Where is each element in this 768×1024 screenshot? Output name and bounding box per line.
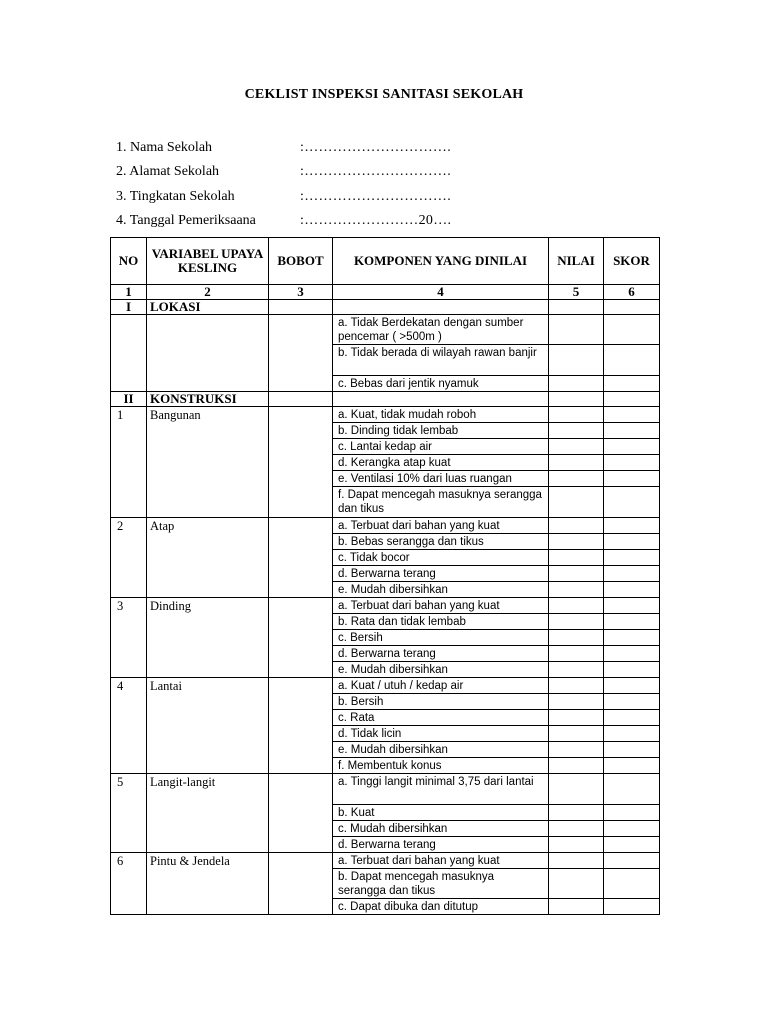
column-number: 1 bbox=[111, 285, 147, 300]
weight-cell bbox=[269, 598, 333, 678]
group-number: 4 bbox=[111, 678, 147, 774]
component-item: c. Bersih bbox=[333, 630, 549, 646]
document-title: CEKLIST INSPEKSI SANITASI SEKOLAH bbox=[244, 87, 524, 102]
component-item: c. Tidak bocor bbox=[333, 550, 549, 566]
value-input-cell bbox=[549, 678, 604, 694]
weight-cell bbox=[269, 853, 333, 915]
value-input-cell bbox=[549, 758, 604, 774]
group-number: 1 bbox=[111, 407, 147, 518]
component-item: a. Kuat / utuh / kedap air bbox=[333, 678, 549, 694]
value-input-cell bbox=[549, 487, 604, 518]
value-input-cell bbox=[549, 566, 604, 582]
field-label: 4. Tanggal Pemeriksaana bbox=[116, 213, 256, 228]
score-input-cell bbox=[604, 598, 660, 614]
group-name: Langit-langit bbox=[147, 774, 269, 853]
group-name bbox=[147, 315, 269, 392]
component-item: b. Rata dan tidak lembab bbox=[333, 614, 549, 630]
component-item: b. Bersih bbox=[333, 694, 549, 710]
value-input-cell bbox=[549, 805, 604, 821]
header-variable: VARIABEL UPAYA KESLING bbox=[147, 238, 269, 285]
header-value: NILAI bbox=[549, 238, 604, 285]
component-item: d. Berwarna terang bbox=[333, 646, 549, 662]
component-item: c. Dapat dibuka dan ditutup bbox=[333, 899, 549, 915]
score-input-cell bbox=[604, 566, 660, 582]
component-item: a. Tidak Berdekatan dengan sumber pencemar ( >500m ) bbox=[333, 315, 549, 345]
table-row bbox=[111, 774, 660, 805]
component-item: a. Terbuat dari bahan yang kuat bbox=[333, 598, 549, 614]
value-input-cell bbox=[549, 534, 604, 550]
section-number: II bbox=[111, 392, 147, 407]
value-input-cell bbox=[549, 774, 604, 805]
component-item: c. Lantai kedap air bbox=[333, 439, 549, 455]
group-number: 2 bbox=[111, 518, 147, 598]
score-input-cell bbox=[604, 869, 660, 899]
component-item: c. Bebas dari jentik nyamuk bbox=[333, 376, 549, 392]
weight-cell bbox=[269, 315, 333, 392]
group-name: Bangunan bbox=[147, 407, 269, 518]
table-row bbox=[111, 678, 660, 694]
group-number bbox=[111, 315, 147, 392]
header-score: SKOR bbox=[604, 238, 660, 285]
score-input-cell bbox=[604, 550, 660, 566]
value-input-cell bbox=[549, 694, 604, 710]
inspection-checklist-table bbox=[110, 237, 660, 915]
header-component: KOMPONEN YANG DINILAI bbox=[333, 238, 549, 285]
weight-cell bbox=[269, 518, 333, 598]
component-item: d. Tidak licin bbox=[333, 726, 549, 742]
group-name: Pintu & Jendela bbox=[147, 853, 269, 915]
score-input-cell bbox=[604, 487, 660, 518]
component-item: c. Mudah dibersihkan bbox=[333, 821, 549, 837]
component-item: a. Terbuat dari bahan yang kuat bbox=[333, 518, 549, 534]
group-number: 3 bbox=[111, 598, 147, 678]
field-value: :……………………20…. bbox=[300, 213, 452, 228]
score-input-cell bbox=[604, 471, 660, 487]
score-input-cell bbox=[604, 899, 660, 915]
component-item: e. Ventilasi 10% dari luas ruangan bbox=[333, 471, 549, 487]
value-input-cell bbox=[549, 899, 604, 915]
component-item: f. Dapat mencegah masuknya serangga dan tikus bbox=[333, 487, 549, 518]
value-input-cell bbox=[549, 821, 604, 837]
value-input-cell bbox=[549, 582, 604, 598]
component-item: f. Membentuk konus bbox=[333, 758, 549, 774]
score-input-cell bbox=[604, 582, 660, 598]
column-number: 6 bbox=[604, 285, 660, 300]
value-input-cell bbox=[549, 439, 604, 455]
value-input-cell bbox=[549, 471, 604, 487]
component-item: a. Tinggi langit minimal 3,75 dari lantai bbox=[333, 774, 549, 805]
value-input-cell bbox=[549, 710, 604, 726]
score-input-cell bbox=[604, 662, 660, 678]
value-input-cell bbox=[549, 837, 604, 853]
component-item: a. Terbuat dari bahan yang kuat bbox=[333, 853, 549, 869]
value-input-cell bbox=[549, 423, 604, 439]
score-input-cell bbox=[604, 315, 660, 345]
score-input-cell bbox=[604, 345, 660, 376]
section-row bbox=[111, 392, 660, 407]
table-header-row bbox=[111, 238, 660, 285]
score-input-cell bbox=[604, 821, 660, 837]
header-no: NO bbox=[111, 238, 147, 285]
score-input-cell bbox=[604, 455, 660, 471]
component-item: b. Bebas serangga dan tikus bbox=[333, 534, 549, 550]
score-input-cell bbox=[604, 678, 660, 694]
empty-cell bbox=[549, 392, 604, 407]
score-input-cell bbox=[604, 742, 660, 758]
field-label: 1. Nama Sekolah bbox=[116, 140, 213, 155]
score-input-cell bbox=[604, 726, 660, 742]
value-input-cell bbox=[549, 550, 604, 566]
score-input-cell bbox=[604, 534, 660, 550]
section-name: KONSTRUKSI bbox=[147, 392, 269, 407]
component-item: d. Berwarna terang bbox=[333, 837, 549, 853]
table-row bbox=[111, 315, 660, 345]
checklist-body bbox=[111, 300, 660, 915]
empty-cell bbox=[604, 392, 660, 407]
header-weight: BOBOT bbox=[269, 238, 333, 285]
value-input-cell bbox=[549, 742, 604, 758]
weight-cell bbox=[269, 678, 333, 774]
score-input-cell bbox=[604, 710, 660, 726]
table-row bbox=[111, 518, 660, 534]
score-input-cell bbox=[604, 774, 660, 805]
component-item: b. Tidak berada di wilayah rawan banjir bbox=[333, 345, 549, 376]
score-input-cell bbox=[604, 694, 660, 710]
value-input-cell bbox=[549, 646, 604, 662]
component-item: a. Kuat, tidak mudah roboh bbox=[333, 407, 549, 423]
empty-cell bbox=[604, 300, 660, 315]
section-name: LOKASI bbox=[147, 300, 269, 315]
section-number: I bbox=[111, 300, 147, 315]
score-input-cell bbox=[604, 439, 660, 455]
value-input-cell bbox=[549, 853, 604, 869]
component-item: b. Kuat bbox=[333, 805, 549, 821]
group-number: 6 bbox=[111, 853, 147, 915]
empty-cell bbox=[269, 300, 333, 315]
score-input-cell bbox=[604, 518, 660, 534]
table-row bbox=[111, 598, 660, 614]
field-label: 3. Tingkatan Sekolah bbox=[116, 189, 235, 204]
score-input-cell bbox=[604, 837, 660, 853]
score-input-cell bbox=[604, 646, 660, 662]
value-input-cell bbox=[549, 315, 604, 345]
group-name: Atap bbox=[147, 518, 269, 598]
component-item: b. Dinding tidak lembab bbox=[333, 423, 549, 439]
value-input-cell bbox=[549, 662, 604, 678]
field-value: :…………………………. bbox=[300, 189, 451, 204]
table-row bbox=[111, 853, 660, 869]
column-number-row bbox=[111, 285, 660, 300]
section-row bbox=[111, 300, 660, 315]
column-number: 4 bbox=[333, 285, 549, 300]
component-item: b. Dapat mencegah masuknya serangga dan tikus bbox=[333, 869, 549, 899]
value-input-cell bbox=[549, 455, 604, 471]
component-item: e. Mudah dibersihkan bbox=[333, 582, 549, 598]
value-input-cell bbox=[549, 518, 604, 534]
field-value: :…………………………. bbox=[300, 140, 451, 155]
component-item: e. Mudah dibersihkan bbox=[333, 662, 549, 678]
value-input-cell bbox=[549, 869, 604, 899]
value-input-cell bbox=[549, 614, 604, 630]
score-input-cell bbox=[604, 423, 660, 439]
component-item: d. Berwarna terang bbox=[333, 566, 549, 582]
empty-cell bbox=[333, 392, 549, 407]
group-number: 5 bbox=[111, 774, 147, 853]
value-input-cell bbox=[549, 407, 604, 423]
score-input-cell bbox=[604, 805, 660, 821]
field-value: :…………………………. bbox=[300, 164, 451, 179]
empty-cell bbox=[549, 300, 604, 315]
score-input-cell bbox=[604, 614, 660, 630]
value-input-cell bbox=[549, 726, 604, 742]
value-input-cell bbox=[549, 630, 604, 646]
score-input-cell bbox=[604, 376, 660, 392]
score-input-cell bbox=[604, 853, 660, 869]
component-item: e. Mudah dibersihkan bbox=[333, 742, 549, 758]
column-number: 3 bbox=[269, 285, 333, 300]
group-name: Lantai bbox=[147, 678, 269, 774]
component-item: c. Rata bbox=[333, 710, 549, 726]
empty-cell bbox=[333, 300, 549, 315]
value-input-cell bbox=[549, 598, 604, 614]
value-input-cell bbox=[549, 376, 604, 392]
empty-cell bbox=[269, 392, 333, 407]
score-input-cell bbox=[604, 630, 660, 646]
column-number: 5 bbox=[549, 285, 604, 300]
score-input-cell bbox=[604, 758, 660, 774]
score-input-cell bbox=[604, 407, 660, 423]
field-label: 2. Alamat Sekolah bbox=[116, 164, 220, 179]
column-number: 2 bbox=[147, 285, 269, 300]
weight-cell bbox=[269, 774, 333, 853]
group-name: Dinding bbox=[147, 598, 269, 678]
weight-cell bbox=[269, 407, 333, 518]
component-item: d. Kerangka atap kuat bbox=[333, 455, 549, 471]
value-input-cell bbox=[549, 345, 604, 376]
table-row bbox=[111, 407, 660, 423]
